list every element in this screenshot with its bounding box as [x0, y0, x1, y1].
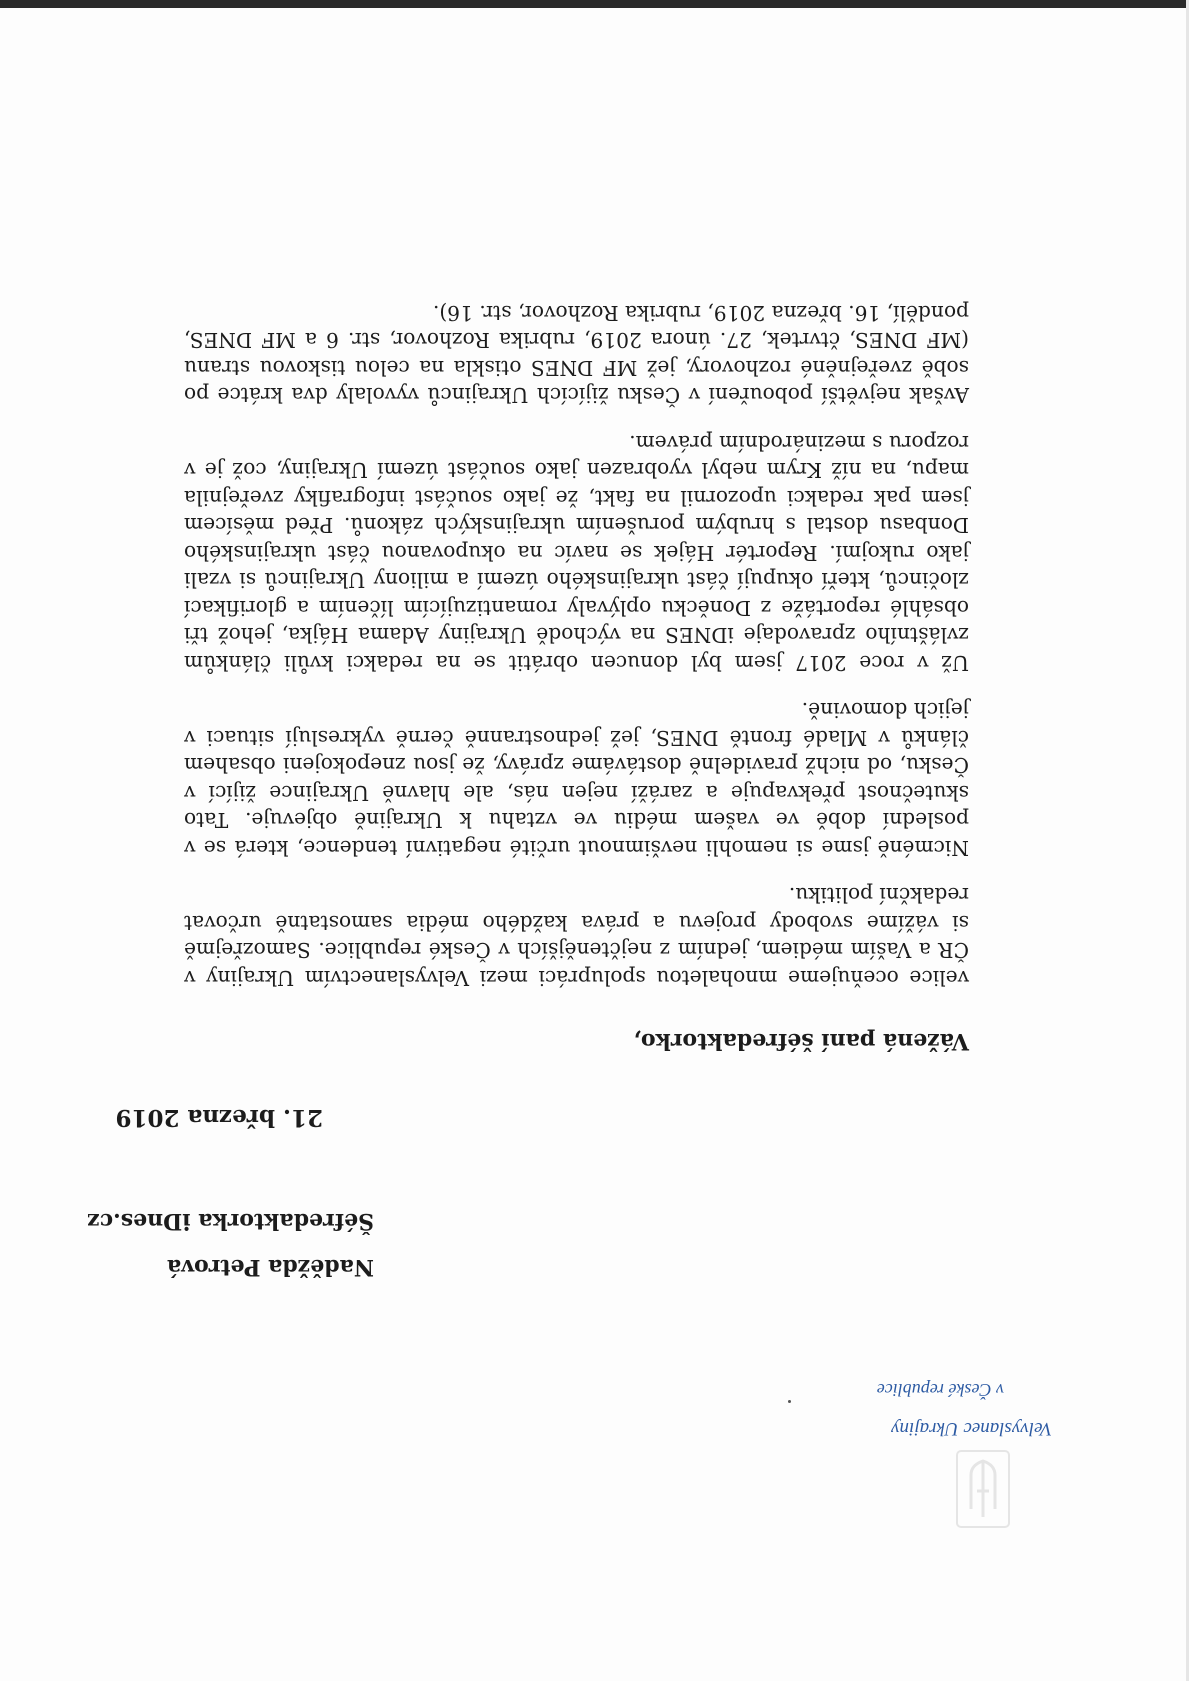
embassy-emblem-icon [953, 1447, 1013, 1531]
letter-body [184, 279, 969, 992]
recipient-block [87, 1206, 374, 1281]
paragraph: Nicméně jsme si nemohli nevšimnout určité negativní tendence, která se v poslední době ve vašem médiu ve vztahu k Ukrajině objevuje. Tato skutečnost překvapuje a zaráží nejen nás, ale hlavně Ukrajince žijící v Česku, od nichž pravidelně dostáváme zprávy, že jsou znepokojeni obsahem článků v Mladé frontě DNES, jež jednostranně černě vykreslují situaci v jejich domovině. [184, 698, 969, 860]
paragraph: Už v roce 2017 jsem byl donucen obrátit se na redakci kvůli článkům zvláštního zpravodaje iDNES na východě Ukrajiny Adama Hájka, jehož tři obsáhlé reportáže z Doněcku oplývaly romantizujícím líčením a glorifikací zločinců, kteří okupují část ukrajinského území a miliony Ukrajinců si vzali jako rukojmí. Reportér Hájek se navíc na okupovanou část ukrajinského Donbasu dostal s hrubým porušením ukrajinských zákonů. Před měsícem jsem pak redakci upozornil na fakt, že jako součást infografiky zveřejnila mapu, na níž Krym nebyl vyobrazen jako součást území Ukrajiny, což je v rozporu s mezinárodním právem. [184, 431, 969, 675]
scan-edge [0, 0, 1189, 8]
recipient-name: Naděžda Petrová [167, 1254, 374, 1280]
sender-block [877, 1381, 1052, 1438]
sender-country: v České republice [876, 1380, 1004, 1400]
letter-date: 21. března 2019 [115, 1104, 323, 1131]
sender-title: Velvyslanec Ukrajiny [891, 1418, 1052, 1439]
salutation: Vážená paní šéfredaktorko, [633, 1028, 969, 1054]
recipient-title: Šéfredaktorka iDnes.cz [87, 1208, 374, 1235]
paragraph: Avšak největší pobouření v Česku žijících Ukrajinců vyvolaly dva krátce po sobě zveřejněné rozhovory, jež MF DNES otiskla na celou tiskovou stranu (MF DNES, čtvrtek, 27. února 2019, rubrika Rozhovor, str. 6 a MF DNES, pondělí, 16. března 2019, rubrika Rozhovor, str. 16). [184, 301, 969, 408]
paragraph: velice oceňujeme mnohaletou spolupráci mezi Velvyslanectvím Ukrajiny v ČR a Vaším médiem, jedním z nejčtenějších v České republice. Samozřejmě si vážíme svobody projevu a práva každého média samostatně určovat redakční politiku. [184, 883, 969, 990]
ink-dot [788, 1400, 791, 1403]
